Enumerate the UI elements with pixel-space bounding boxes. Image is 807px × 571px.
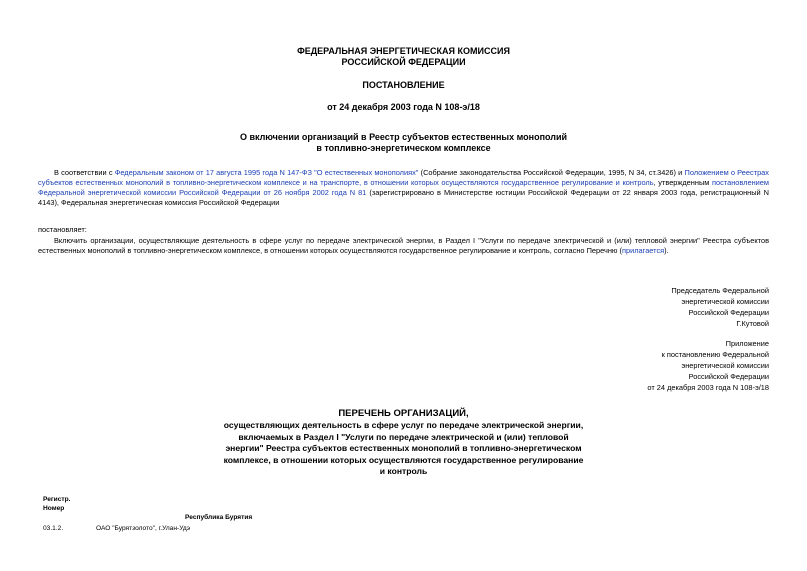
resolves-paragraph — [38, 236, 769, 256]
registry-regulation-link[interactable]: Положением о Реестрах субъектов естественных монополий в топливно-энергетическом комплексе и на транспорте, в отношении которых осуществляются государственное регулирование и контроль — [38, 168, 769, 187]
appendix-line4: Российской Федерации — [688, 372, 769, 381]
resolves-label: постановляет: — [38, 225, 87, 234]
appendix-link[interactable]: прилагается — [622, 246, 665, 255]
doc-type: ПОСТАНОВЛЕНИЕ — [362, 80, 445, 90]
table-region: Республика Бурятия — [185, 514, 253, 521]
col-header-line1: Регистр. — [43, 496, 71, 503]
resolves-text-2: ). — [664, 246, 669, 255]
appendix-block — [647, 338, 769, 393]
federal-law-link[interactable]: Федеральным законом от 17 августа 1995 года N 147-ФЗ "О естественных монополиях" — [114, 168, 419, 177]
subject-line2: в топливно-энергетическом комплексе — [316, 143, 491, 153]
subject-line1: О включении организаций в Реестр субъектов естественных монополий — [239, 132, 568, 142]
preamble-text-2: (Собрание законодательства Российской Федерации, 1995, N 34, ст.3426) и — [418, 168, 685, 177]
doc-date: от 24 декабря 2003 года N 108-э/18 — [327, 102, 480, 112]
list-title-heading: ПЕРЕЧЕНЬ ОРГАНИЗАЦИЙ, — [338, 408, 469, 419]
fek-resolution-link[interactable]: постановлением Федеральной энергетической комиссии Российской Федерации от 26 ноября 2002 года N 81 — [38, 178, 769, 197]
table-row-org: ОАО "Бурятзолото", г.Улан-Удэ — [96, 525, 191, 532]
resolves-text-1: Включить организации, осуществляющие деятельность в сфере услуг по передаче электрической энергии, в Раздел I "Услуги по передаче электрической и (или) тепловой энергии" Реестра субъектов естественных монополий в топливно-энергетическом комплексе, в отношении которых осуществляются государственное регулирование и контроль, согласно Перечню ( — [38, 236, 769, 255]
list-title-line5: комплексе, в отношении которых осуществляются государственное регулирование — [223, 454, 584, 465]
list-title-body — [0, 420, 807, 478]
preamble-paragraph — [38, 168, 769, 208]
preamble-text-3: , утвержденным — [653, 178, 712, 187]
signature-line2: энергетической комиссии — [681, 297, 769, 306]
org-name-line1: ФЕДЕРАЛЬНАЯ ЭНЕРГЕТИЧЕСКАЯ КОМИССИЯ — [297, 46, 510, 56]
list-title-line2: осуществляющих деятельность в сфере услуг по передаче электрической энергии, — [223, 420, 584, 430]
preamble-text-4: (зарегистрировано в Министерстве юстиции Российской Федерации от 22 января 2003 года, регистрационный N 4143), Федеральная энергетическая комиссия Российской Федерации — [38, 188, 769, 207]
list-title-line3: включаемых в Раздел I "Услуги по передаче электрической и (или) тепловой — [238, 431, 569, 442]
table-col-header — [43, 495, 70, 513]
signature-line1: Председатель Федеральной — [671, 286, 769, 295]
col-header-line2: Номер — [43, 505, 65, 512]
appendix-line1: Приложение — [725, 339, 769, 348]
appendix-line2: к постановлению Федеральной — [661, 350, 769, 359]
appendix-line3: энергетической комиссии — [681, 361, 769, 370]
signature-block — [671, 285, 769, 329]
appendix-line5: от 24 декабря 2003 года N 108-э/18 — [647, 383, 769, 392]
signature-name: Г.Кутовой — [736, 319, 769, 328]
table-row-number: 03.1.2. — [43, 525, 64, 532]
list-title-line4: энергии" Реестра субъектов естественных монополий в топливно-энергетическом — [225, 443, 582, 454]
list-title-line6: и контроль — [379, 466, 428, 477]
signature-line3: Российской Федерации — [688, 308, 769, 317]
org-name-line2: РОССИЙСКОЙ ФЕДЕРАЦИИ — [341, 57, 466, 67]
preamble-text-1: В соответствии с — [54, 168, 115, 177]
